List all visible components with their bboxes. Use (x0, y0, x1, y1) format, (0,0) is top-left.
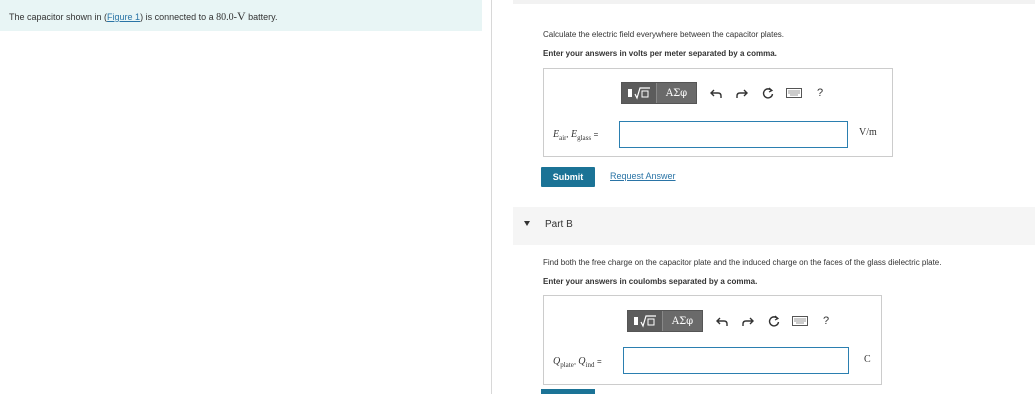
request-answer-link[interactable]: Request Answer (610, 171, 676, 181)
figure-link[interactable]: Figure 1 (107, 12, 141, 22)
fraction-sqrt-template-icon (627, 86, 651, 100)
part-a-instruction: Enter your answers in volts per meter separated by a comma. (543, 49, 777, 58)
keyboard-button[interactable] (787, 310, 813, 332)
part-b-template-group (627, 310, 703, 332)
reset-button[interactable] (761, 310, 787, 332)
battery-voltage-sep: - (233, 12, 237, 23)
part-b-instruction: Enter your answers in coulombs separated by a comma. (543, 277, 758, 286)
q-ind-sub: ind (585, 361, 595, 369)
undo-icon (716, 315, 728, 327)
keyboard-icon (792, 316, 808, 326)
part-b-unit: C (864, 354, 871, 365)
part-a-question: Calculate the electric field everywhere between the capacitor plates. (543, 30, 785, 39)
battery-voltage: 80.0 (216, 12, 234, 23)
redo-icon (736, 87, 748, 99)
keyboard-button[interactable] (781, 82, 807, 104)
q-ind-var: Q (578, 356, 586, 367)
undo-button[interactable] (709, 310, 735, 332)
part-a-unit: V/m (859, 127, 877, 138)
redo-icon (742, 315, 754, 327)
e-glass-sub: glass (577, 134, 592, 142)
part-b-math-toolbar (627, 310, 839, 332)
collapse-caret-icon[interactable] (524, 221, 530, 226)
q-plate-var: Q (553, 356, 561, 367)
greek-symbols-button[interactable]: ΑΣφ (656, 83, 696, 103)
part-a-answer-box (543, 68, 893, 157)
intro-text-suffix: battery. (245, 12, 278, 22)
greek-symbols-button[interactable]: ΑΣφ (662, 311, 702, 331)
part-a-template-group (621, 82, 697, 104)
undo-button[interactable] (703, 82, 729, 104)
intro-text-middle: ) is connected to a (140, 12, 217, 22)
part-a-math-toolbar (621, 82, 833, 104)
part-a-answer-input[interactable] (619, 121, 848, 148)
keyboard-icon (786, 88, 802, 98)
part-a-expression-label: $E_{air}$, $E_{glass}$ = (553, 129, 599, 142)
battery-voltage-unit: V (236, 9, 246, 23)
part-b-header[interactable] (513, 207, 1035, 245)
templates-button[interactable] (622, 83, 656, 103)
part-b-question: Find both the free charge on the capacitor plate and the induced charge on the faces of the glass dielectric plate. (543, 258, 942, 267)
templates-button[interactable] (628, 311, 662, 331)
fraction-sqrt-template-icon (633, 314, 657, 328)
submit-button[interactable]: Submit (541, 167, 595, 187)
part-b-answer-box (543, 295, 882, 385)
part-a-header (513, 0, 1035, 4)
equals-sign: = (596, 357, 602, 366)
problem-intro-pane (0, 0, 492, 394)
part-b-answer-input[interactable] (623, 347, 849, 374)
intro-text-prefix: The capacitor shown in ( (9, 12, 108, 22)
help-button[interactable]: ? (822, 315, 830, 327)
e-glass-var: E (570, 129, 578, 140)
e-air-var: E (553, 129, 560, 140)
q-plate-sub: plate (560, 361, 574, 369)
help-button[interactable]: ? (816, 87, 824, 99)
reset-icon (762, 87, 774, 99)
reset-icon (768, 315, 780, 327)
redo-button[interactable] (729, 82, 755, 104)
redo-button[interactable] (735, 310, 761, 332)
e-air-sub: air (559, 134, 567, 142)
part-b-submit-button-partial[interactable] (541, 389, 595, 394)
undo-icon (710, 87, 722, 99)
problem-statement (0, 0, 482, 31)
equals-sign: = (593, 130, 599, 139)
reset-button[interactable] (755, 82, 781, 104)
part-b-title: Part B (545, 219, 573, 230)
part-b-expression-label: $Q_{plate}$, $Q_{ind}$ = (553, 356, 602, 369)
